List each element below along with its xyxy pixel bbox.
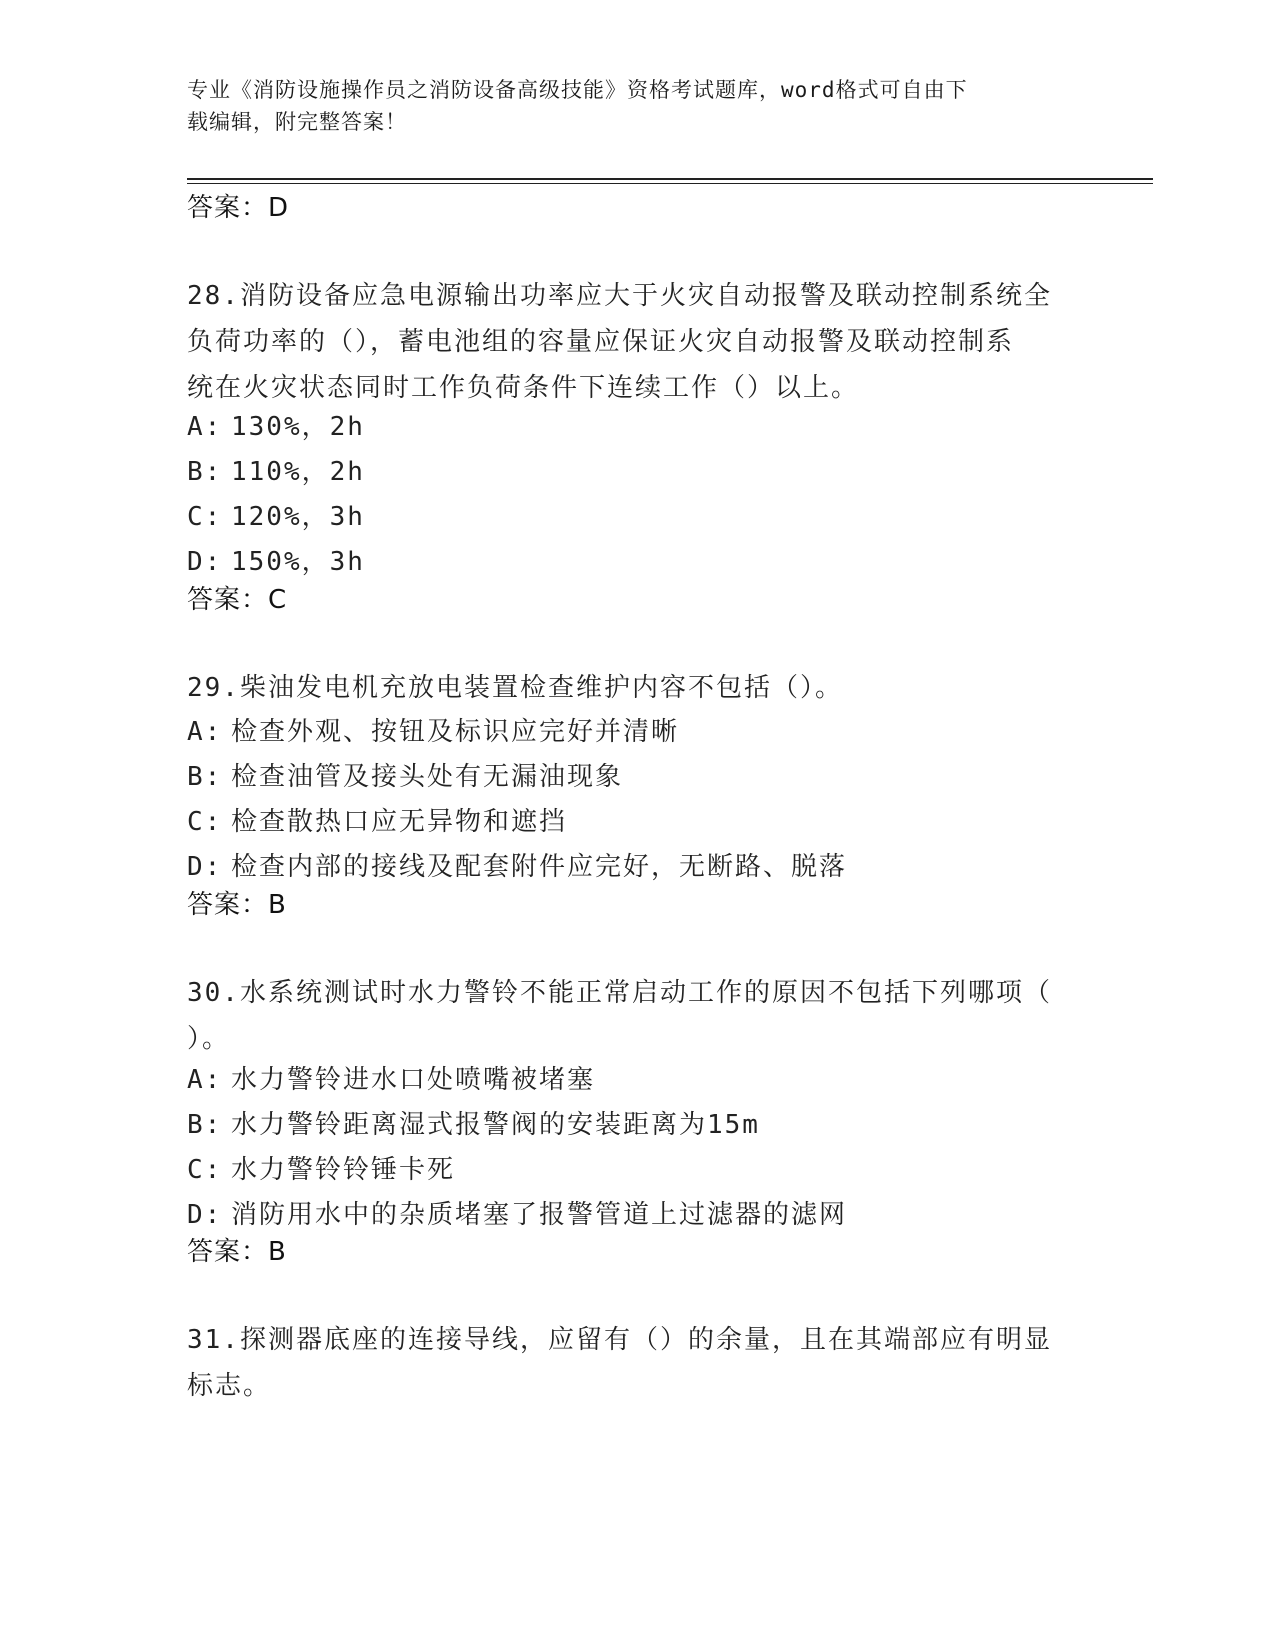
- option-letter: D:: [187, 852, 223, 882]
- question-line: 统在火灾状态同时工作负荷条件下连续工作（）以上。: [187, 373, 860, 403]
- option-text: 检查散热口应无异物和遮挡: [231, 807, 568, 837]
- option-a: [187, 405, 1087, 450]
- header-rule-thick: [187, 178, 1153, 180]
- question-text: [187, 970, 1087, 1062]
- question-text: [187, 665, 1087, 711]
- option-text: 水力警铃进水口处喷嘴被堵塞: [231, 1065, 596, 1095]
- option-text: 水力警铃铃锤卡死: [231, 1155, 456, 1185]
- option-text: 110%，2h: [231, 457, 365, 487]
- question-line: 30.水系统测试时水力警铃不能正常启动工作的原因不包括下列哪项（: [187, 978, 1052, 1008]
- question-28: [187, 273, 1087, 411]
- question-line: 29.柴油发电机充放电装置检查维护内容不包括（）。: [187, 673, 843, 703]
- option-text: 150%，3h: [231, 547, 365, 577]
- answer-q30: 答案：B: [187, 1237, 287, 1267]
- option-text: 130%，2h: [231, 412, 365, 442]
- header-rule-thin: [187, 183, 1153, 184]
- option-text: 消防用水中的杂质堵塞了报警管道上过滤器的滤网: [231, 1200, 848, 1230]
- question-line: 负荷功率的（），蓄电池组的容量应保证火灾自动报警及联动控制系: [187, 327, 1015, 357]
- question-number: 28.: [187, 281, 240, 311]
- option-d: [187, 540, 1087, 585]
- question-line: 31.探测器底座的连接导线，应留有（）的余量，且在其端部应有明显: [187, 1325, 1052, 1355]
- question-line: 28.消防设备应急电源输出功率应大于火灾自动报警及联动控制系统全: [187, 281, 1052, 311]
- question-text: [187, 273, 1087, 411]
- question-31: [187, 1317, 1087, 1409]
- answer-q29: 答案：B: [187, 890, 287, 920]
- option-text: 检查内部的接线及配套附件应完好，无断路、脱落: [231, 852, 848, 882]
- option-letter: C:: [187, 807, 223, 837]
- option-letter: B:: [187, 1110, 223, 1140]
- options-q29: [187, 710, 1087, 890]
- option-c: [187, 1148, 1087, 1193]
- option-letter: D:: [187, 547, 223, 577]
- option-letter: D:: [187, 1200, 223, 1230]
- option-b: [187, 1103, 1087, 1148]
- answer-q27: 答案：D: [187, 193, 290, 223]
- option-letter: B:: [187, 762, 223, 792]
- option-letter: A:: [187, 412, 223, 442]
- option-letter: C:: [187, 1155, 223, 1185]
- option-a: [187, 1058, 1087, 1103]
- question-number: 31.: [187, 1325, 240, 1355]
- document-header: [187, 74, 1067, 138]
- option-text: 水力警铃距离湿式报警阀的安装距离为15m: [231, 1110, 760, 1140]
- question-text: [187, 1317, 1087, 1409]
- option-text: 检查油管及接头处有无漏油现象: [231, 762, 624, 792]
- option-letter: A:: [187, 1065, 223, 1095]
- option-b: [187, 755, 1087, 800]
- option-c: [187, 495, 1087, 540]
- option-letter: B:: [187, 457, 223, 487]
- option-letter: C:: [187, 502, 223, 532]
- option-letter: A:: [187, 717, 223, 747]
- header-line-1: 专业《消防设施操作员之消防设备高级技能》资格考试题库，word格式可自由下: [187, 78, 968, 102]
- option-c: [187, 800, 1087, 845]
- option-d: [187, 845, 1087, 890]
- question-30: [187, 970, 1087, 1062]
- options-q28: [187, 405, 1087, 585]
- question-number: 29.: [187, 673, 240, 703]
- question-line: 标志。: [187, 1371, 272, 1401]
- question-number: 30.: [187, 978, 240, 1008]
- header-line-2: 载编辑，附完整答案！: [187, 110, 407, 134]
- option-a: [187, 710, 1087, 755]
- option-text: 120%，3h: [231, 502, 365, 532]
- options-q30: [187, 1058, 1087, 1238]
- option-text: 检查外观、按钮及标识应完好并清晰: [231, 717, 680, 747]
- question-line: ）。: [187, 1024, 231, 1054]
- option-b: [187, 450, 1087, 495]
- answer-q28: 答案：C: [187, 585, 288, 615]
- question-29: [187, 665, 1087, 711]
